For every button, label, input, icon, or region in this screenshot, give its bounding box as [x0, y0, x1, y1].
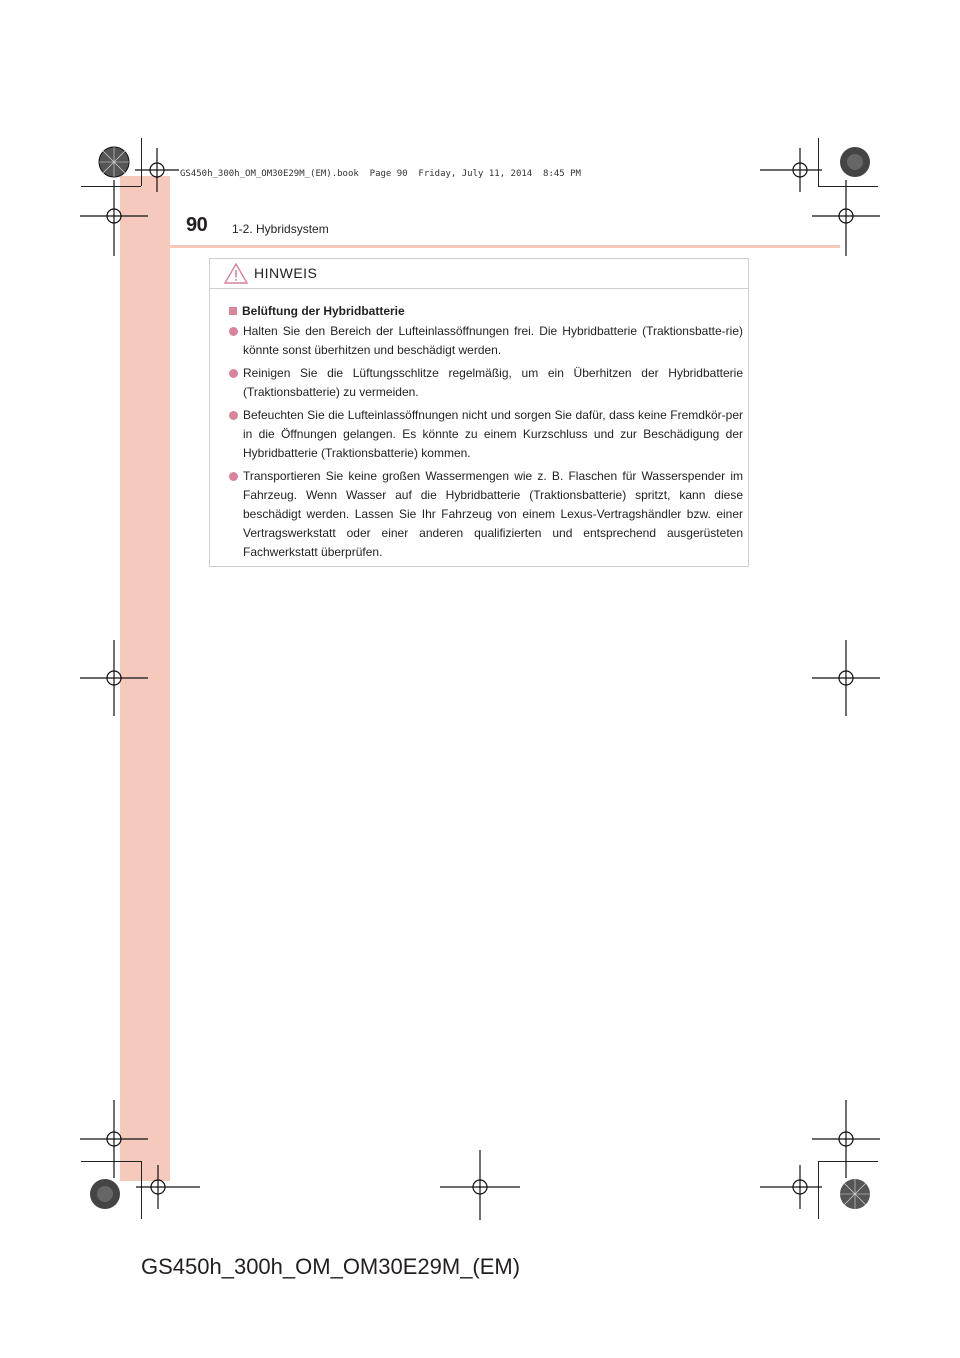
crosshair-target-icon [440, 1150, 520, 1220]
crosshair-target-icon [760, 148, 822, 192]
crosshair-target-icon [136, 1165, 200, 1209]
crosshair-target-icon [80, 640, 148, 716]
crosshair-target-icon [760, 1165, 822, 1209]
page-number: 90 [186, 214, 208, 236]
crosshair-target-icon [80, 180, 148, 256]
subheading-text: Belüftung der Hybridbatterie [242, 304, 405, 318]
crosshair-target-icon [812, 180, 880, 256]
bullet-text: Befeuchten Sie die Lufteinlassöffnungen nicht und sorgen Sie dafür, dass keine Fremdkör-per in die Öffnungen gelangen. Es könnte zu einem Kurzschluss und zur Beschädigung der Hybridbatterie (Traktionsbatterie) kommen. [243, 408, 743, 460]
notice-title: HINWEIS [254, 265, 318, 281]
book-header: GS450h_300h_OM_OM30E29M_(EM).book Page 90 Friday, July 11, 2014 8:45 PM [180, 169, 581, 179]
rosette-mark-icon [90, 1179, 120, 1209]
rosette-mark-icon [840, 1179, 870, 1209]
section-title: 1-2. Hybridsystem [232, 222, 329, 236]
footer-doc-code: GS450h_300h_OM_OM30E29M_(EM) [141, 1254, 521, 1279]
bullet-text: Transportieren Sie keine großen Wassermengen wie z. B. Flaschen für Wasserspender im Fahrzeug. Wenn Wasser auf die Hybridbatterie (Traktionsbatterie) spritzt, kann diese beschädigt werden. Lassen Sie Ihr Fahrzeug von einem Lexus-Vertragshändler bzw. einer Vertragswerkstatt oder einer anderen qualifizierten und entsprechend ausgerüsteten Fachwerkstatt überprüfen. [243, 469, 743, 559]
bullet-text: Reinigen Sie die Lüftungsschlitze regelmäßig, um ein Überhitzen der Hybridbatterie (Traktionsbatterie) zu vermeiden. [243, 366, 743, 399]
rosette-mark-icon [99, 147, 129, 177]
bullet-text: Halten Sie den Bereich der Lufteinlassöffnungen frei. Die Hybridbatterie (Traktionsbatte-rie) könnte sonst überhitzen und beschädigt werden. [243, 324, 743, 357]
crosshair-target-icon [812, 640, 880, 716]
crosshair-target-icon [135, 148, 179, 192]
rosette-mark-icon [840, 147, 870, 177]
crosshair-target-icon [812, 1100, 880, 1178]
crosshair-target-icon [80, 1100, 148, 1178]
